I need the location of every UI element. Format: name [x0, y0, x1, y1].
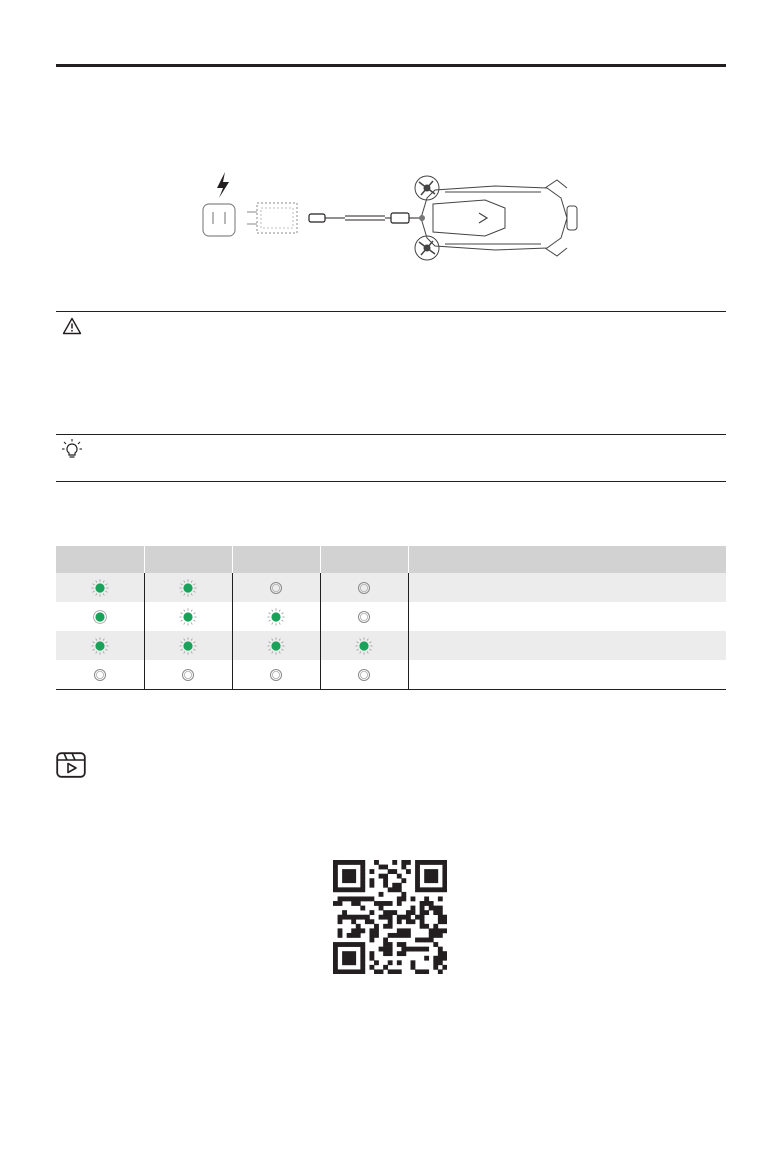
header-led4 [320, 546, 408, 573]
tip-bottom-rule [56, 481, 726, 482]
led-blinking-icon [354, 636, 374, 656]
led-description [408, 573, 726, 602]
led-blinking-icon [178, 636, 198, 656]
led-blinking-icon [178, 578, 198, 598]
led-off-icon [90, 665, 110, 685]
led-off-icon [266, 665, 286, 685]
qr-code[interactable] [333, 860, 447, 974]
drone [415, 176, 577, 260]
wall-outlet [203, 204, 235, 236]
led-cell-1 [56, 602, 144, 631]
charger [247, 203, 297, 233]
led-blinking-icon [178, 607, 198, 627]
led-cell-2 [144, 573, 232, 602]
lightning-bolt-icon [217, 172, 229, 198]
led-blinking-icon [266, 636, 286, 656]
led-cell-4 [320, 602, 408, 631]
led-blinking-icon [90, 578, 110, 598]
header-description [408, 546, 726, 573]
led-off-icon [354, 578, 374, 598]
header-led2 [144, 546, 232, 573]
warning-top-rule [56, 311, 726, 312]
led-cell-3 [232, 660, 320, 690]
led-off-icon [178, 665, 198, 685]
led-off-icon [354, 607, 374, 627]
led-cell-2 [144, 631, 232, 660]
led-cell-4 [320, 573, 408, 602]
led-cell-1 [56, 631, 144, 660]
led-cell-1 [56, 660, 144, 690]
led-off-icon [266, 578, 286, 598]
header-led3 [232, 546, 320, 573]
led-table-row [56, 573, 726, 602]
page-header-rule [56, 64, 726, 67]
led-cell-2 [144, 602, 232, 631]
led-cell-4 [320, 660, 408, 690]
led-off-icon [354, 665, 374, 685]
video-tutorial-icon [56, 752, 86, 778]
led-cell-3 [232, 631, 320, 660]
usb-c-cable [309, 213, 419, 223]
led-cell-3 [232, 602, 320, 631]
led-table-row [56, 602, 726, 631]
led-description [408, 631, 726, 660]
led-blinking-icon [90, 636, 110, 656]
led-on-icon [90, 607, 110, 627]
led-table-row [56, 660, 726, 690]
led-cell-4 [320, 631, 408, 660]
led-description [408, 602, 726, 631]
led-description [408, 660, 726, 690]
header-led1 [56, 546, 144, 573]
warning-triangle-icon [62, 317, 82, 335]
lightbulb-icon [61, 438, 83, 460]
led-cell-3 [232, 573, 320, 602]
led-cell-2 [144, 660, 232, 690]
led-cell-1 [56, 573, 144, 602]
led-table-header [56, 546, 726, 573]
led-blinking-icon [266, 607, 286, 627]
battery-led-table [56, 546, 726, 690]
led-table-row [56, 631, 726, 660]
charging-illustration [195, 168, 595, 268]
tip-top-rule [56, 434, 726, 435]
